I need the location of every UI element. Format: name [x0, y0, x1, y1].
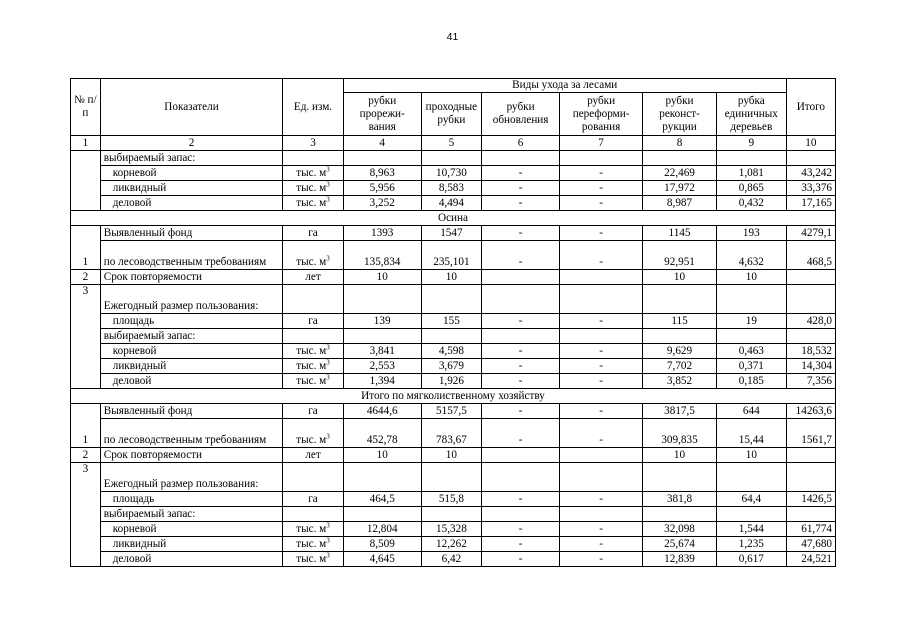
row-label: корневой: [100, 522, 283, 537]
unit-cell: [283, 329, 343, 344]
section-title: Итого по мягколиственному хозяйству: [71, 389, 836, 404]
table-row: [71, 389, 836, 404]
table-row: [71, 329, 836, 344]
row-number: 3: [71, 463, 101, 567]
value-cell: 15,328: [421, 522, 481, 537]
value-cell: 1,394: [343, 374, 421, 389]
value-cell: 115: [643, 314, 717, 329]
value-cell: 0,371: [716, 359, 786, 374]
value-cell: 4,645: [343, 552, 421, 567]
value-cell: 32,098: [643, 522, 717, 537]
unit-superscript: 3: [326, 536, 330, 545]
value-cell: -: [560, 226, 643, 241]
value-cell: 8,583: [421, 181, 481, 196]
value-cell: 381,8: [643, 492, 717, 507]
value-cell: [643, 151, 717, 166]
unit-cell: га: [283, 404, 343, 419]
row-label: Срок повторяемости: [100, 270, 283, 285]
col-number: 8: [643, 136, 717, 151]
value-cell: -: [560, 492, 643, 507]
value-cell: -: [560, 181, 643, 196]
unit-cell: [283, 374, 343, 389]
header-col-passage: проходные рубки: [421, 93, 481, 136]
table-row: [71, 552, 836, 567]
row-label: площадь: [100, 314, 283, 329]
value-cell: [716, 463, 786, 492]
value-cell: 9,629: [643, 344, 717, 359]
value-cell: 0,463: [716, 344, 786, 359]
value-cell: 3817,5: [643, 404, 717, 419]
row-label: ликвидный: [100, 537, 283, 552]
value-cell: -: [560, 314, 643, 329]
row-label: корневой: [100, 344, 283, 359]
value-cell: 10: [643, 270, 717, 285]
value-cell: [421, 329, 481, 344]
row-label: Выявленный фонд: [100, 226, 283, 241]
row-label: выбираемый запас:: [100, 151, 283, 166]
header-group: Виды ухода за лесами: [343, 79, 786, 93]
row-label: деловой: [100, 374, 283, 389]
value-cell: [716, 151, 786, 166]
value-cell: 1426,5: [786, 492, 835, 507]
value-cell: 8,963: [343, 166, 421, 181]
header-total: Итого: [786, 79, 835, 136]
value-cell: [482, 270, 560, 285]
value-cell: -: [482, 404, 560, 419]
row-number: [71, 151, 101, 211]
unit-cell: [283, 285, 343, 314]
header-col-reconstruction: рубки реконст-рукции: [643, 93, 717, 136]
value-cell: 6,42: [421, 552, 481, 567]
row-number: 2: [71, 448, 101, 463]
value-cell: [786, 270, 835, 285]
page-number: 41: [446, 31, 459, 43]
value-cell: 14263,6: [786, 404, 835, 419]
value-cell: [716, 329, 786, 344]
value-cell: [343, 507, 421, 522]
value-cell: [482, 463, 560, 492]
unit-cell: га: [283, 226, 343, 241]
value-cell: [643, 285, 717, 314]
value-cell: 17,165: [786, 196, 835, 211]
unit-superscript: 3: [326, 551, 330, 560]
value-cell: 17,972: [643, 181, 717, 196]
value-cell: [482, 507, 560, 522]
value-cell: 7,356: [786, 374, 835, 389]
unit-cell: [283, 552, 343, 567]
col-number: 10: [786, 136, 835, 151]
value-cell: -: [560, 344, 643, 359]
value-cell: [421, 463, 481, 492]
header-col-single-trees: рубка единичных деревьев: [716, 93, 786, 136]
value-cell: 4279,1: [786, 226, 835, 241]
unit-cell: га: [283, 314, 343, 329]
value-cell: 2,553: [343, 359, 421, 374]
unit-cell: [283, 166, 343, 181]
value-cell: 1547: [421, 226, 481, 241]
value-cell: 3,252: [343, 196, 421, 211]
value-cell: -: [560, 552, 643, 567]
value-cell: 33,376: [786, 181, 835, 196]
value-cell: 19: [716, 314, 786, 329]
row-label: по лесоводственным требованиям: [100, 419, 283, 448]
unit-superscript: 3: [326, 432, 330, 441]
value-cell: -: [482, 492, 560, 507]
unit-superscript: 3: [326, 165, 330, 174]
value-cell: 1,081: [716, 166, 786, 181]
value-cell: [421, 151, 481, 166]
value-cell: [786, 463, 835, 492]
unit-cell: лет: [283, 448, 343, 463]
value-cell: 1,926: [421, 374, 481, 389]
value-cell: [786, 329, 835, 344]
value-cell: -: [482, 166, 560, 181]
value-cell: 0,617: [716, 552, 786, 567]
unit-label: тыс. м: [296, 167, 327, 179]
unit-label: тыс. м: [296, 434, 327, 446]
table-row: [71, 211, 836, 226]
header-num: № п/п: [71, 79, 101, 136]
value-cell: 139: [343, 314, 421, 329]
value-cell: [643, 507, 717, 522]
value-cell: [343, 329, 421, 344]
unit-cell: [283, 463, 343, 492]
header-col-reformation: рубки переформи-рования: [560, 93, 643, 136]
value-cell: [560, 285, 643, 314]
value-cell: -: [560, 166, 643, 181]
value-cell: 464,5: [343, 492, 421, 507]
unit-superscript: 3: [326, 180, 330, 189]
value-cell: [560, 463, 643, 492]
value-cell: 4,632: [716, 241, 786, 270]
value-cell: -: [482, 374, 560, 389]
table-row: [71, 241, 836, 270]
unit-cell: [283, 241, 343, 270]
value-cell: 1,544: [716, 522, 786, 537]
row-label: деловой: [100, 196, 283, 211]
row-label: ликвидный: [100, 359, 283, 374]
value-cell: 24,521: [786, 552, 835, 567]
table-row: [71, 196, 836, 211]
col-number: 5: [421, 136, 481, 151]
value-cell: -: [482, 226, 560, 241]
unit-label: тыс. м: [296, 197, 327, 209]
value-cell: -: [560, 404, 643, 419]
unit-label: тыс. м: [296, 375, 327, 387]
col-number: 4: [343, 136, 421, 151]
value-cell: -: [482, 552, 560, 567]
value-cell: -: [560, 419, 643, 448]
col-number: 6: [482, 136, 560, 151]
table-row: [71, 448, 836, 463]
row-number: 2: [71, 270, 101, 285]
value-cell: 783,67: [421, 419, 481, 448]
value-cell: 18,532: [786, 344, 835, 359]
value-cell: 235,101: [421, 241, 481, 270]
value-cell: -: [560, 241, 643, 270]
unit-label: тыс. м: [296, 523, 327, 535]
value-cell: [560, 270, 643, 285]
row-number: 1: [71, 404, 101, 448]
value-cell: 428,0: [786, 314, 835, 329]
value-cell: [482, 285, 560, 314]
value-cell: 4644,6: [343, 404, 421, 419]
value-cell: [343, 463, 421, 492]
table-row: [71, 463, 836, 492]
value-cell: 515,8: [421, 492, 481, 507]
table-row: [71, 181, 836, 196]
value-cell: -: [482, 522, 560, 537]
unit-label: тыс. м: [296, 553, 327, 565]
row-label: деловой: [100, 552, 283, 567]
row-label: Ежегодный размер пользования:: [100, 463, 283, 492]
unit-superscript: 3: [326, 373, 330, 382]
value-cell: 4,494: [421, 196, 481, 211]
row-label: по лесоводственным требованиям: [100, 241, 283, 270]
unit-superscript: 3: [326, 195, 330, 204]
forest-care-table: [70, 78, 836, 567]
col-number: 1: [71, 136, 101, 151]
value-cell: -: [482, 419, 560, 448]
value-cell: -: [560, 359, 643, 374]
value-cell: 0,185: [716, 374, 786, 389]
unit-cell: [283, 537, 343, 552]
table-row: [71, 374, 836, 389]
value-cell: 7,702: [643, 359, 717, 374]
value-cell: 15,44: [716, 419, 786, 448]
unit-label: тыс. м: [296, 256, 327, 268]
table-row: [71, 507, 836, 522]
row-label: корневой: [100, 166, 283, 181]
value-cell: 10: [421, 270, 481, 285]
table-row: [71, 522, 836, 537]
value-cell: -: [482, 314, 560, 329]
unit-cell: лет: [283, 270, 343, 285]
section-title: Осина: [71, 211, 836, 226]
row-label: Срок повторяемости: [100, 448, 283, 463]
value-cell: 47,680: [786, 537, 835, 552]
table-row: [71, 404, 836, 419]
table-row: [71, 492, 836, 507]
table-row: [71, 151, 836, 166]
unit-cell: [283, 181, 343, 196]
value-cell: [343, 151, 421, 166]
value-cell: 22,469: [643, 166, 717, 181]
value-cell: -: [560, 537, 643, 552]
value-cell: [482, 448, 560, 463]
value-cell: 0,432: [716, 196, 786, 211]
row-label: Ежегодный размер пользования:: [100, 285, 283, 314]
table-row: [71, 285, 836, 314]
value-cell: 3,841: [343, 344, 421, 359]
value-cell: 468,5: [786, 241, 835, 270]
value-cell: -: [560, 522, 643, 537]
value-cell: 10: [421, 448, 481, 463]
value-cell: [786, 448, 835, 463]
unit-cell: [283, 196, 343, 211]
value-cell: 64,4: [716, 492, 786, 507]
header-indicators: Показатели: [100, 79, 283, 136]
value-cell: 135,834: [343, 241, 421, 270]
value-cell: 43,242: [786, 166, 835, 181]
value-cell: -: [560, 374, 643, 389]
table-row: [71, 359, 836, 374]
row-label: Выявленный фонд: [100, 404, 283, 419]
value-cell: [560, 448, 643, 463]
unit-cell: [283, 344, 343, 359]
row-label: ликвидный: [100, 181, 283, 196]
value-cell: 12,804: [343, 522, 421, 537]
table-row: [71, 270, 836, 285]
value-cell: 14,304: [786, 359, 835, 374]
value-cell: 25,674: [643, 537, 717, 552]
unit-label: тыс. м: [296, 538, 327, 550]
value-cell: [421, 285, 481, 314]
value-cell: 10: [716, 448, 786, 463]
table-row: [71, 226, 836, 241]
value-cell: -: [482, 181, 560, 196]
value-cell: -: [560, 196, 643, 211]
value-cell: [716, 285, 786, 314]
value-cell: [643, 463, 717, 492]
value-cell: 12,839: [643, 552, 717, 567]
value-cell: -: [482, 359, 560, 374]
value-cell: [786, 285, 835, 314]
header-col-renewal: рубки обновления: [482, 93, 560, 136]
value-cell: [343, 285, 421, 314]
value-cell: [482, 151, 560, 166]
value-cell: 452,78: [343, 419, 421, 448]
row-label: площадь: [100, 492, 283, 507]
value-cell: 10: [643, 448, 717, 463]
table-row: [71, 344, 836, 359]
table-row: [71, 419, 836, 448]
row-label: выбираемый запас:: [100, 507, 283, 522]
value-cell: 0,865: [716, 181, 786, 196]
value-cell: 4,598: [421, 344, 481, 359]
value-cell: 1393: [343, 226, 421, 241]
unit-label: тыс. м: [296, 360, 327, 372]
row-number: 3: [71, 285, 101, 389]
row-number: 1: [71, 226, 101, 270]
unit-cell: [283, 419, 343, 448]
col-number: 9: [716, 136, 786, 151]
value-cell: 10: [343, 270, 421, 285]
value-cell: 193: [716, 226, 786, 241]
unit-cell: га: [283, 492, 343, 507]
value-cell: 309,835: [643, 419, 717, 448]
value-cell: 5157,5: [421, 404, 481, 419]
value-cell: 1561,7: [786, 419, 835, 448]
value-cell: 8,509: [343, 537, 421, 552]
unit-superscript: 3: [326, 343, 330, 352]
value-cell: -: [482, 196, 560, 211]
unit-cell: [283, 507, 343, 522]
unit-label: тыс. м: [296, 345, 327, 357]
value-cell: [421, 507, 481, 522]
table-body: [71, 151, 836, 567]
unit-label: тыс. м: [296, 182, 327, 194]
col-number: 3: [283, 136, 343, 151]
value-cell: 8,987: [643, 196, 717, 211]
value-cell: [786, 507, 835, 522]
value-cell: 1,235: [716, 537, 786, 552]
value-cell: [560, 329, 643, 344]
value-cell: 10: [716, 270, 786, 285]
value-cell: 10,730: [421, 166, 481, 181]
value-cell: 3,679: [421, 359, 481, 374]
value-cell: 5,956: [343, 181, 421, 196]
col-number: 7: [560, 136, 643, 151]
value-cell: -: [482, 241, 560, 270]
table-row: [71, 314, 836, 329]
value-cell: 3,852: [643, 374, 717, 389]
value-cell: [716, 507, 786, 522]
unit-cell: [283, 359, 343, 374]
unit-superscript: 3: [326, 358, 330, 367]
value-cell: [560, 151, 643, 166]
table-row: [71, 537, 836, 552]
value-cell: 92,951: [643, 241, 717, 270]
value-cell: [786, 151, 835, 166]
value-cell: [482, 329, 560, 344]
value-cell: [560, 507, 643, 522]
table-row: [71, 166, 836, 181]
col-number: 2: [100, 136, 283, 151]
value-cell: [643, 329, 717, 344]
value-cell: 155: [421, 314, 481, 329]
header-col-thinning: рубки прорежи-вания: [343, 93, 421, 136]
value-cell: 10: [343, 448, 421, 463]
value-cell: 12,262: [421, 537, 481, 552]
header-unit: Ед. изм.: [283, 79, 343, 136]
unit-cell: [283, 151, 343, 166]
unit-superscript: 3: [326, 254, 330, 263]
unit-superscript: 3: [326, 521, 330, 530]
row-label: выбираемый запас:: [100, 329, 283, 344]
value-cell: 61,774: [786, 522, 835, 537]
value-cell: 644: [716, 404, 786, 419]
value-cell: 1145: [643, 226, 717, 241]
value-cell: -: [482, 537, 560, 552]
unit-cell: [283, 522, 343, 537]
value-cell: -: [482, 344, 560, 359]
